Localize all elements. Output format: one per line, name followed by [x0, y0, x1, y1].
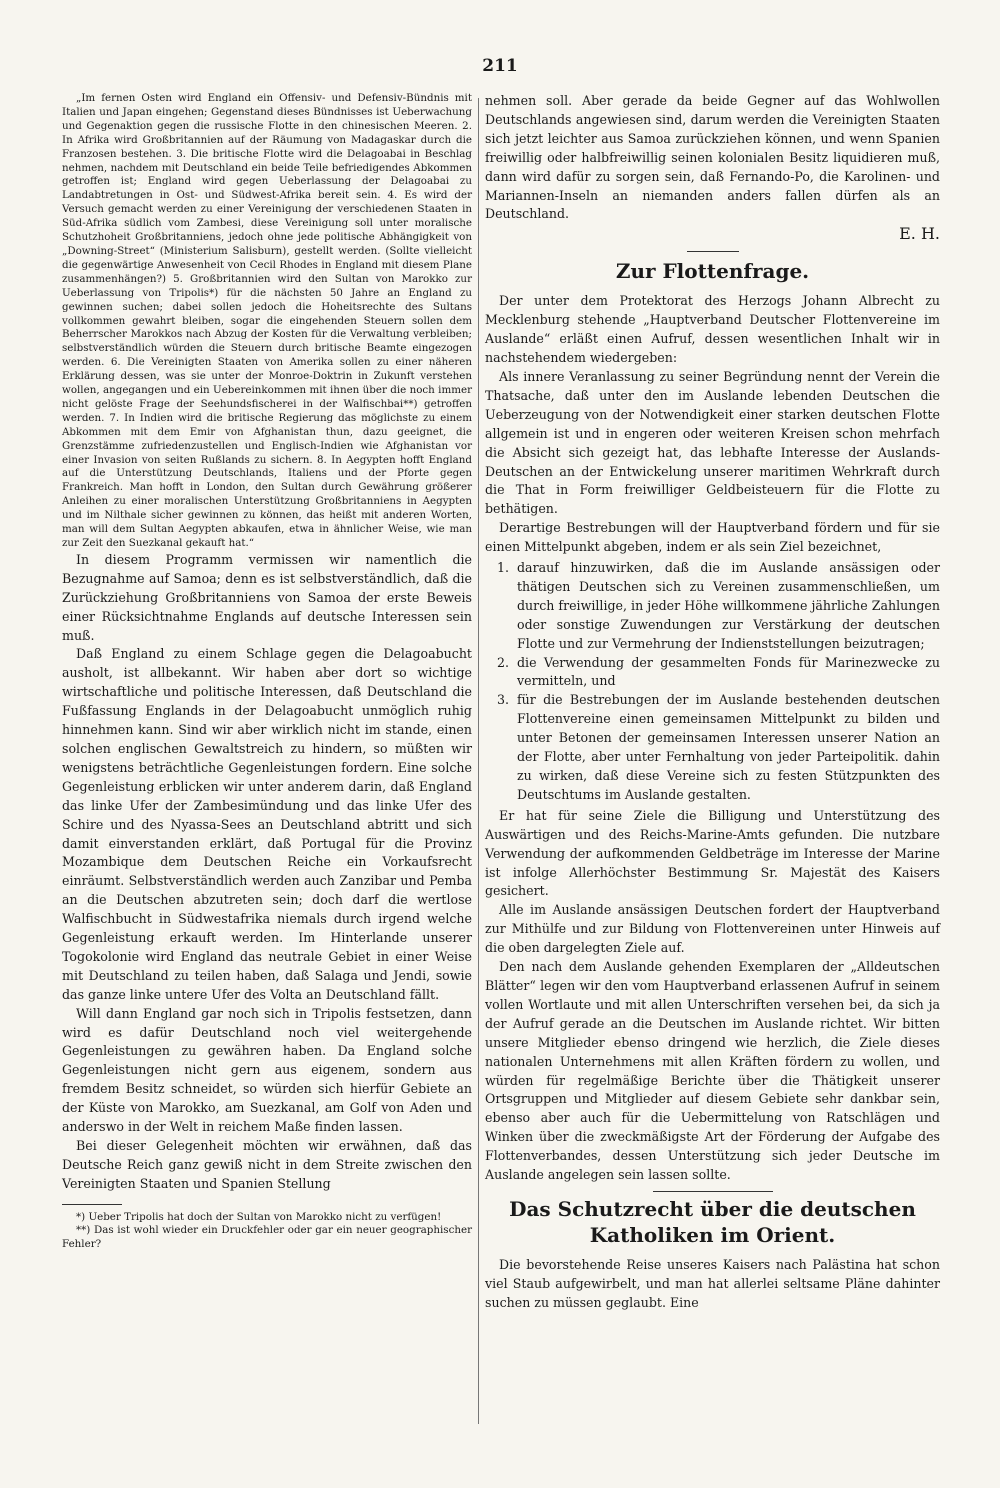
paragraph-bestrebungen: Derartige Bestrebungen will der Hauptverband fördern und für sie einen Mittelpunkt abgeben, indem er als sein Ziel bezeichnet,	[485, 520, 940, 555]
article-signature: E. H.	[899, 224, 940, 244]
paragraph-samoa: In diesem Programm vermissen wir namentlich die Bezugnahme auf Samoa; denn es ist selbstverständlich, daß die Zurückziehung Großbritanniens von Samoa der erste Beweis einer Rücksichtnahme Englands auf deutsche Interessen sein muß.	[62, 551, 472, 643]
heading-schutzrecht: Das Schutzrecht über die deutschen Katholiken im Orient.	[509, 1196, 916, 1247]
page-number: 211	[482, 56, 518, 76]
footnote-2: **) Das ist wohl wieder ein Druckfehler oder gar ein neuer geographischer Fehler?	[62, 1224, 472, 1250]
paragraph-palaestina: Die bevorstehende Reise unseres Kaisers nach Palästina hat schon viel Staub aufgewirbelt, und man hat allerlei seltsame Pläne dahinter suchen zu müssen geglaubt. Eine	[485, 1256, 940, 1310]
footnote-1: *) Ueber Tripolis hat doch der Sultan von Marokko nicht zu verfügen!	[76, 1210, 442, 1223]
paragraph-mithuelfe: Alle im Auslande ansässigen Deutschen fordert der Hauptverband zur Mithülfe und zur Bildung von Flottenvereinen unter Hinweis auf die oben dargelegten Ziele auf.	[485, 902, 940, 956]
list-item: 3. für die Bestrebungen der im Auslande bestehenden deutschen Flottenvereine einen gemeinsamen Mittelpunkt zu bilden und unter Betonen der gemeinsamen Interessen unserer Nation an der Flotte, aber unter Fernhaltung von jeder Parteipolitik. dahin zu wirken, daß diese Vereine sich zu festen Stützpunkten des Deutschtums im Auslande gestalten.	[513, 691, 940, 804]
right-column	[485, 92, 940, 1313]
program-quote: „Im fernen Osten wird England ein Offensiv- und Defensiv-Bündnis mit Italien und Japan eingehen; Gegenstand dieses Bündnisses ist Ueberwachung und Gegenaktion gegen die russische Flotte in den chinesischen Meeren. 2. In Afrika wird Großbritannien auf der Räumung von Madagaskar durch die Franzosen bestehen. 3. Die britische Flotte wird die Delagoabai in Beschlag nehmen, nachdem mit Deutschland ein beide Teile befriedigendes Abkommen getroffen ist; England wird gegen Ueberlassung der Delagoabai zu Landabtretungen in Ost- und Südwest-Afrika bereit sein. 4. Es wird der Versuch gemacht werden zu einer Vereinigung der verschiedenen Staaten in Süd-Afrika südlich vom Zambesi, diese Vereinigung soll unter moralische Schutzhoheit Großbritanniens, jedoch ohne jede politische Abhängigkeit von „Downing-Street“ (Ministerium Salisburn), gestellt werden. (Sollte vielleicht die gegenwärtige Anwesenheit von Cecil Rhodes in England mit diesem Plane zusammenhängen?) 5. Großbritannien wird den Sultan von Marokko zur Ueberlassung von Tripolis*) für die nächsten 50 Jahre an England zu gewinnen suchen; dabei sollen jedoch die Hoheitsrechte des Sultans vollkommen gewahrt bleiben, sogar die eingehenden Steuern sollen dem Beherrscher Marokkos nach Abzug der Kosten für die Verwaltung verbleiben; selbstverständlich würden die Steuern durch britische Beamte eingezogen werden. 6. Die Vereinigten Staaten von Amerika sollen zu einer näheren Erklärung dessen, was sie unter der Monroe-Doktrin in Zukunft verstehen wollen, angegangen und ein Uebereinkommen mit ihnen über die noch immer nicht gelöste Frage der Seehundsfischerei in der Walfischbai**) getroffen werden. 7. In Indien wird die britische Regierung das möglichste zu einem Abkommen mit dem Emir von Afghanistan thun, dazu geeignet, die Grenzstämme zufriedenzustellen und Englisch-Indien wie Afghanistan vor einer Invasion von seiten Rußlands zu sichern. 8. In Aegypten hofft England auf die Unterstützung Deutschlands, Italiens und der Pforte gegen Frankreich. Man hofft in London, den Sultan durch Gewährung größerer Anleihen zu einer moralischen Unterstützung Großbritanniens in Aegypten und im Nilthale sicher gewinnen zu können, das heißt mit anderen Worten, man will dem Sultan Aegypten abkaufen, etwa in ähnlicher Weise, wie man zur Zeit den Suezkanal gekauft hat.“	[62, 92, 472, 549]
separator-rule	[687, 251, 739, 252]
list-item: 1. darauf hinzuwirken, daß die im Auslande ansässigen oder thätigen Deutschen sich zu Vereinen zusammenschließen, um durch freiwillige, in jeder Höhe willkommene jährliche Zahlungen oder sonstige Zuwendungen zur Verstärkung der deutschen Flotte und zur Vermehrung der Indienststellungen beizutragen;	[513, 559, 940, 654]
paragraph-continuation: nehmen soll. Aber gerade da beide Gegner auf das Wohlwollen Deutschlands angewiesen sind, darum werden die Vereinigten Staaten sich jetzt leichter aus Samoa zurückziehen können, und wenn Spanien freiwillig oder halbfreiwillig seinen kolonialen Besitz liquidieren muß, dann wird dafür zu sorgen sein, daß Fernando-Po, die Karolinen- und Mariannen-Inseln an niemanden anders fallen dürfen als an Deutschland.	[485, 93, 940, 222]
footnote-rule	[62, 1204, 122, 1205]
paragraph-billigung: Er hat für seine Ziele die Billigung und Unterstützung des Auswärtigen und des Reichs-Marine-Amts gefunden. Die nutzbare Verwendung der aufkommenden Geldbeträge im Interesse der Marine ist infolge Allerhöchster Bestimmung Sr. Majestät des Kaisers gesichert.	[485, 807, 940, 899]
list-item: 2. die Verwendung der gesammelten Fonds für Marinezwecke zu vermitteln, und	[513, 654, 940, 692]
paragraph-spain: Bei dieser Gelegenheit möchten wir erwähnen, daß das Deutsche Reich ganz gewiß nicht in dem Streite zwischen den Vereinigten Staaten und Spanien Stellung	[62, 1138, 472, 1191]
paragraph-delagoa: Daß England zu einem Schlage gegen die Delagoabucht ausholt, ist allbekannt. Wir haben aber dort so wichtige wirtschaftliche und politische Interessen, daß Deutschland die Fußfassung Englands in der Delagoabucht unmöglich ruhig hinnehmen kann. Sind wir aber wirklich nicht im stande, einen solchen englischen Gewaltstreich zu hindern, so müßten wir wenigstens beträchtliche Gegenleistungen fordern. Eine solche Gegenleistung erblicken wir unter anderem darin, daß England das linke Ufer der Zambesimündung und das linke Ufer des Schire und des Nyassa-Sees an Deutschland abtritt und sich damit einverstanden erklärt, daß Portugal für die Provinz Mozambique dem Deutschen Reiche ein Vorkaufsrecht einräumt. Selbstverständlich werden auch Zanzibar und Pemba an die Deutschen abzutreten sein; doch darf die wertlose Walfischbucht in Südwestafrika niemals durch irgend welche Gegenleistung erkauft werden. Im Hinterlande unserer Togokolonie wird England das neutrale Gebiet in einer Weise mit Deutschland zu teilen haben, daß Salaga und Jendi, sowie das ganze linke untere Ufer des Volta an Deutschland fällt.	[62, 646, 472, 1002]
paragraph-tripolis: Will dann England gar noch sich in Tripolis festsetzen, dann wird es dafür Deutschland noch viel weitergehende Gegenleistungen zu gewähren haben. Da England solche Gegenleistungen nicht gern aus eigenem, sondern aus fremdem Besitz schneidet, so würden sich hierfür Gebiete an der Küste von Marokko, am Suezkanal, am Golf von Aden und anderswo in der Welt in reichem Maße finden lassen.	[62, 1005, 472, 1135]
paragraph-aufruf: Der unter dem Protektorat des Herzogs Johann Albrecht zu Mecklenburg stehende „Hauptverband Deutscher Flottenvereine im Auslande“ erläßt einen Aufruf, dessen wesentlichen Inhalt wir in nachstehendem wiedergeben:	[485, 293, 940, 366]
signature-row	[485, 224, 940, 243]
separator-rule	[653, 1191, 773, 1192]
left-column	[62, 92, 472, 1251]
paragraph-exemplare: Den nach dem Auslande gehenden Exemplaren der „Alldeutschen Blätter“ legen wir den vom Hauptverband erlassenen Aufruf in seinem vollen Wortlaute und mit allen Unterschriften versehen bei, da sich ja der Aufruf gerade an die Deutschen im Auslande richtet. Wir bitten unsere Mitglieder ebenso dringend wie herzlich, die Ziele dieses nationalen Unternehmens mit allen Kräften fördern zu wollen, und würden für regelmäßige Berichte über die Thätigkeit unserer Ortsgruppen und Mitglieder auf diesem Gebiete sehr dankbar sein, ebenso aber auch für die Uebermittelung von Ratschlägen und Winken über die zweckmäßigste Art der Förderung der Aufgabe des Flottenverbandes, dessen Unterstützung sich jeder Deutsche im Auslande angelegen sein lassen sollte.	[485, 959, 940, 1183]
goals-list	[485, 559, 940, 805]
paragraph-veranlassung: Als innere Veranlassung zu seiner Begründung nennt der Verein die Thatsache, daß unter den im Auslande lebenden Deutschen die Ueberzeugung von der Notwendigkeit einer starken deutschen Flotte allgemein ist und in engeren oder weiteren Kreisen schon mehrfach die Absicht sich gezeigt hat, das lebhafte Interesse der Auslands-Deutschen an der Entwickelung unserer maritimen Wehrkraft durch die That in Form freiwilliger Geldbeisteuern für die Flotte zu bethätigen.	[485, 368, 940, 517]
column-divider	[478, 98, 479, 1424]
heading-flottenfrage: Zur Flottenfrage.	[615, 259, 810, 284]
